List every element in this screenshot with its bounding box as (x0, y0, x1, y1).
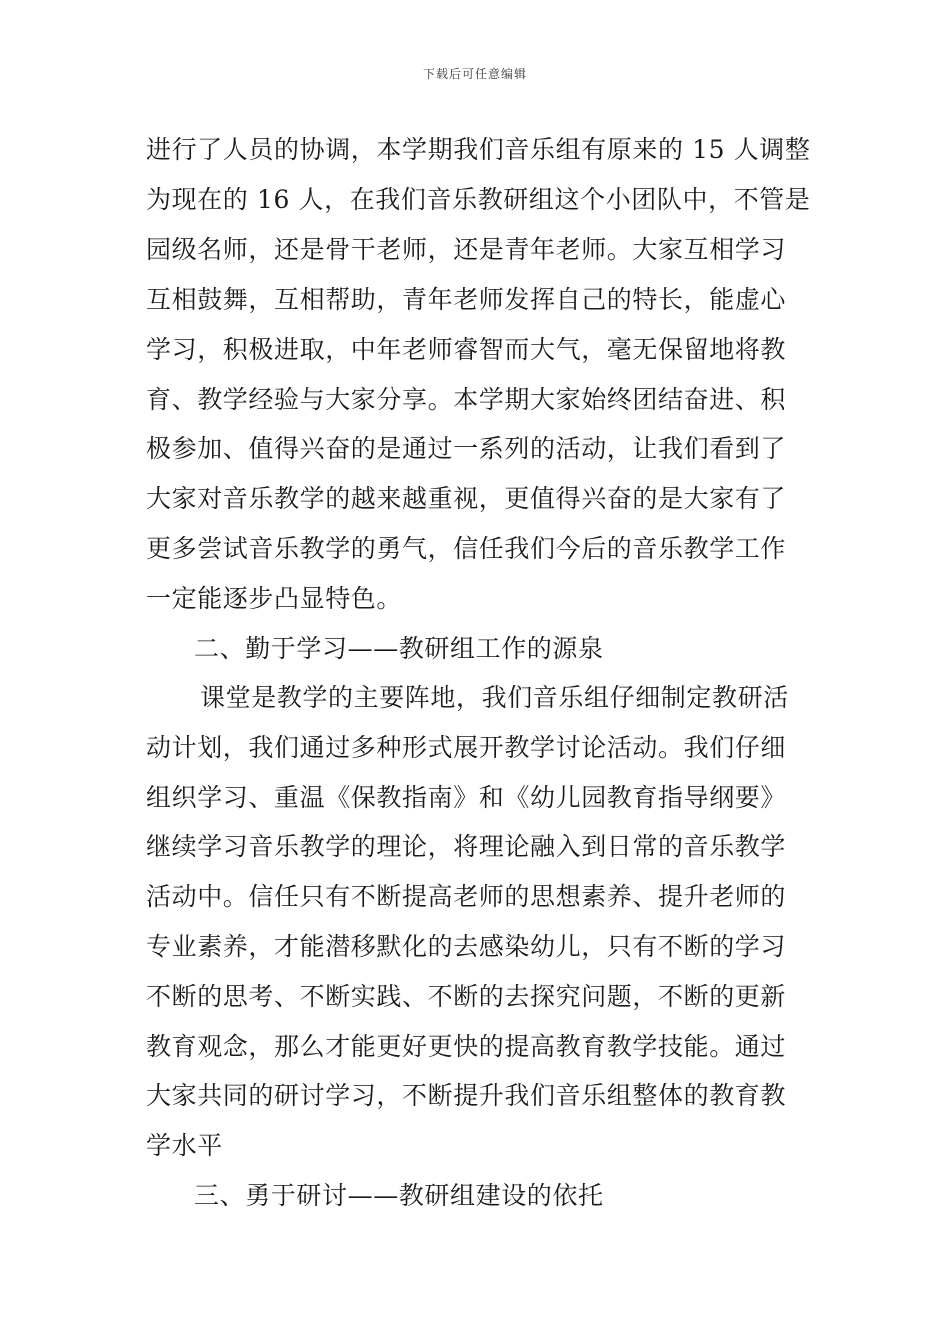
text-line: 组织学习、重温《保教指南》和《幼儿园教育指导纲要》 (146, 783, 787, 812)
text-line: 进行了人员的协调，本学期我们音乐组有原来的 15 人调整 (146, 135, 811, 164)
text-line: 教育观念，那么才能更好更快的提高教育教学技能。通过 (146, 1032, 787, 1061)
text-line: 为现在的 16 人，在我们音乐教研组这个小团队中，不管是 (146, 185, 811, 214)
text-line: 学水平 (146, 1131, 223, 1160)
text-line: 大家对音乐教学的越来越重视，更值得兴奋的是大家有了 (146, 484, 787, 513)
text-line: 活动中。信任只有不断提高老师的思想素养、提升老师的 (146, 882, 787, 911)
text-line: 继续学习音乐教学的理论，将理论融入到日常的音乐教学 (146, 832, 787, 861)
text-line: 育、教学经验与大家分享。本学期大家始终团结奋进、积 (146, 385, 787, 414)
text-line: 课堂是教学的主要阵地，我们音乐组仔细制定教研活 (200, 683, 789, 712)
section-heading: 二、勤于学习——教研组工作的源泉 (194, 634, 604, 663)
text-line: 大家共同的研讨学习，不断提升我们音乐组整体的教育教 (146, 1081, 787, 1110)
page-header: 下载后可任意编辑 (422, 67, 527, 81)
section-heading: 三、勇于研讨——教研组建设的依托 (194, 1181, 604, 1210)
text-line: 极参加、值得兴奋的是通过一系列的活动，让我们看到了 (146, 434, 787, 463)
text-line: 不断的思考、不断实践、不断的去探究问题，不断的更新 (146, 982, 787, 1011)
text-line: 更多尝试音乐教学的勇气，信任我们今后的音乐教学工作 (146, 534, 787, 563)
text-line: 园级名师，还是骨干老师，还是青年老师。大家互相学习 (146, 235, 787, 264)
text-line: 一定能逐步凸显特色。 (146, 584, 403, 613)
text-line: 动计划，我们通过多种形式展开教学讨论活动。我们仔细 (146, 733, 787, 762)
text-line: 互相鼓舞，互相帮助，青年老师发挥自己的特长，能虚心 (146, 285, 787, 314)
text-line: 专业素养，才能潜移默化的去感染幼儿，只有不断的学习 (146, 932, 787, 961)
text-line: 学习，积极进取，中年老师睿智而大气，毫无保留地将教 (146, 335, 787, 364)
